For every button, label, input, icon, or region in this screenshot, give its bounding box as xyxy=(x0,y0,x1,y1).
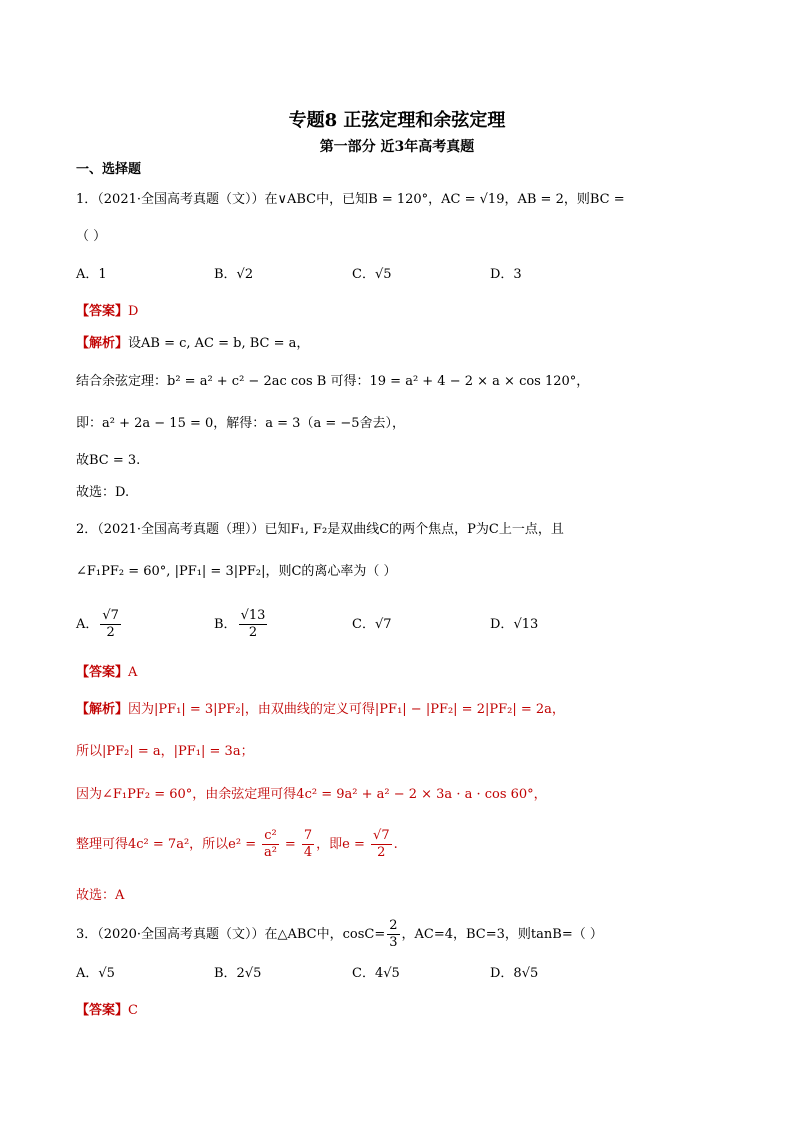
q2-option-c-text: √7 xyxy=(374,617,392,632)
q3-answer-value: C xyxy=(128,1003,138,1018)
frac-den: 4 xyxy=(303,845,313,860)
q2-option-a-num: √7 xyxy=(102,608,119,623)
q2-option-b-den: 2 xyxy=(248,625,258,640)
q3-option-c: C．4√5 xyxy=(352,966,400,981)
q1-option-b: B．√2 xyxy=(214,267,254,282)
q2-analysis-line-4-text: 整理可得4c² = 7a²，所以e² = xyxy=(76,837,261,852)
page-subtitle: 第一部分 近3年高考真题 xyxy=(319,139,475,155)
q3-stem-a: 3．（2020·全国高考真题（文））在△ABC中，cosC= xyxy=(76,927,386,942)
frac-den: a² xyxy=(263,845,277,860)
connector: ，即e = xyxy=(316,837,370,852)
q2-answer xyxy=(76,663,137,683)
frac-num: c² xyxy=(264,828,277,843)
q1-analysis-line-3: 即：a² + 2a − 15 = 0，解得：a = 3（a = −5舍去）， xyxy=(76,416,406,431)
q3-option-a: A．√5 xyxy=(76,966,115,981)
q2-analysis-line-5: 故选：A xyxy=(76,888,125,903)
q2-option-a xyxy=(76,608,123,641)
q3-stem xyxy=(76,918,603,951)
q3-answer xyxy=(76,1001,138,1021)
q1-analysis xyxy=(76,334,309,354)
q2-stem-2: ∠F₁PF₂ = 60°, |PF₁| = 3|PF₂|，则C的离心率为（ ） xyxy=(76,564,397,579)
q2-analysis-line-2: 所以|PF₂| = a，|PF₁| = 3a； xyxy=(76,744,254,759)
q2-option-a-den: 2 xyxy=(106,625,115,640)
q3-stem-b: ，AC=4，BC=3，则tanB=（ ） xyxy=(401,927,603,942)
frac-num: √7 xyxy=(373,828,390,843)
answer-tag: 【答案】 xyxy=(76,304,129,319)
q2-option-c-label: C． xyxy=(352,617,375,632)
q1-answer xyxy=(76,302,138,322)
q1-analysis-line-4: 故BC = 3. xyxy=(76,453,141,468)
q2-option-b-label: B． xyxy=(214,617,237,632)
page-title: 专题8 正弦定理和余弦定理 xyxy=(288,110,506,131)
q1-paren: （ ） xyxy=(76,229,107,244)
q2-option-d xyxy=(490,615,538,635)
q1-option-a: A．1 xyxy=(76,267,107,282)
q1-answer-value: D xyxy=(128,304,139,319)
frac-den: 2 xyxy=(377,845,386,860)
q2-option-d-text: √13 xyxy=(513,617,539,632)
q2-stem: 2．（2021·全国高考真题（理））已知F₁, F₂是双曲线C的两个焦点，P为C上一点，且 xyxy=(76,522,564,537)
q2-option-a-label: A． xyxy=(76,617,99,632)
q1-analysis-line-2: 结合余弦定理：b² = a² + c² − 2ac cos B 可得：19 = a² + 4 − 2 × a × cos 120°， xyxy=(76,374,590,389)
q1-analysis-line-5: 故选：D. xyxy=(76,485,130,500)
q2-answer-value: A xyxy=(128,665,138,680)
period: . xyxy=(393,837,398,852)
q2-option-b xyxy=(214,608,269,641)
q1-stem: 1．（2021·全国高考真题（文））在∨ABC中，已知B = 120°，AC = √19，AB = 2，则BC = xyxy=(76,192,625,207)
frac-den: 3 xyxy=(389,935,398,950)
q2-option-d-label: D． xyxy=(490,617,514,632)
q1-option-c: C．√5 xyxy=(352,267,392,282)
section-heading: 一、选择题 xyxy=(76,162,142,177)
q2-option-c xyxy=(352,615,392,635)
q2-analysis xyxy=(76,700,565,720)
q2-analysis-line-3: 因为∠F₁PF₂ = 60°，由余弦定理可得4c² = 9a² + a² − 2 × 3a · a · cos 60°， xyxy=(76,787,547,802)
q3-option-b: B．2√5 xyxy=(214,966,262,981)
analysis-tag: 【解析】 xyxy=(76,336,129,351)
frac-num: 2 xyxy=(389,918,398,933)
equals: = xyxy=(280,837,300,852)
analysis-tag: 【解析】 xyxy=(76,702,129,717)
q1-analysis-line-1: 设AB = c, AC = b, BC = a， xyxy=(128,336,310,351)
q2-analysis-line-1: 因为|PF₁| = 3|PF₂|，由双曲线的定义可得|PF₁| − |PF₂| = 2|PF₂| = 2a， xyxy=(128,702,565,717)
q2-analysis-line-4 xyxy=(76,828,398,861)
q3-option-d: D．8√5 xyxy=(490,966,539,981)
q1-option-d: D．3 xyxy=(490,267,522,282)
answer-tag: 【答案】 xyxy=(76,1003,129,1018)
answer-tag: 【答案】 xyxy=(76,665,129,680)
frac-num: 7 xyxy=(303,828,313,843)
q2-option-b-num: √13 xyxy=(240,608,266,623)
